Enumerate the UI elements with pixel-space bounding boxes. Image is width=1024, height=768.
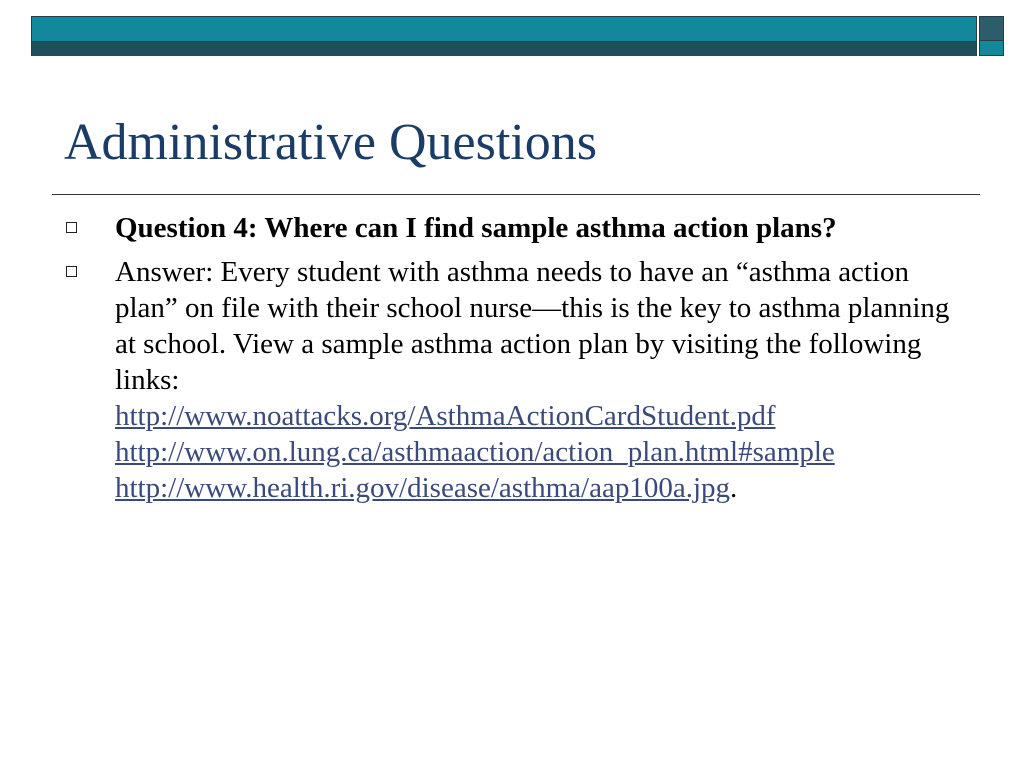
link-on-lung[interactable]: http://www.on.lung.ca/asthmaaction/action_plan.html#sample xyxy=(115,436,835,468)
header-decoration-stripe xyxy=(32,41,976,56)
answer-text: Answer: Every student with asthma needs to have an “asthma action plan” on file with their school nurse—this is the key to asthma planning at school. View a sample asthma action plan by visiting the following links: xyxy=(115,256,950,396)
link-noattacks[interactable]: http://www.noattacks.org/AsthmaActionCardStudent.pdf xyxy=(115,400,776,432)
header-decoration-bar xyxy=(31,16,977,56)
link-health-ri[interactable]: http://www.health.ri.gov/disease/asthma/aap100a.jpg xyxy=(115,472,731,504)
corner-decoration-box xyxy=(979,16,1004,56)
hollow-square-bullet-icon xyxy=(66,222,77,233)
trailing-period: . xyxy=(730,472,738,504)
title-divider xyxy=(52,194,980,195)
links-list xyxy=(115,398,964,506)
bullet-question xyxy=(0,210,1024,246)
slide-title: Administrative Questions xyxy=(64,114,597,171)
slide-body xyxy=(0,210,1024,514)
bullet-answer xyxy=(0,254,1024,506)
hollow-square-bullet-icon xyxy=(66,266,77,277)
last-link-line xyxy=(115,472,737,504)
question-text: Question 4: Where can I find sample asthma action plans? xyxy=(115,212,837,244)
corner-decoration-top xyxy=(980,17,1003,41)
